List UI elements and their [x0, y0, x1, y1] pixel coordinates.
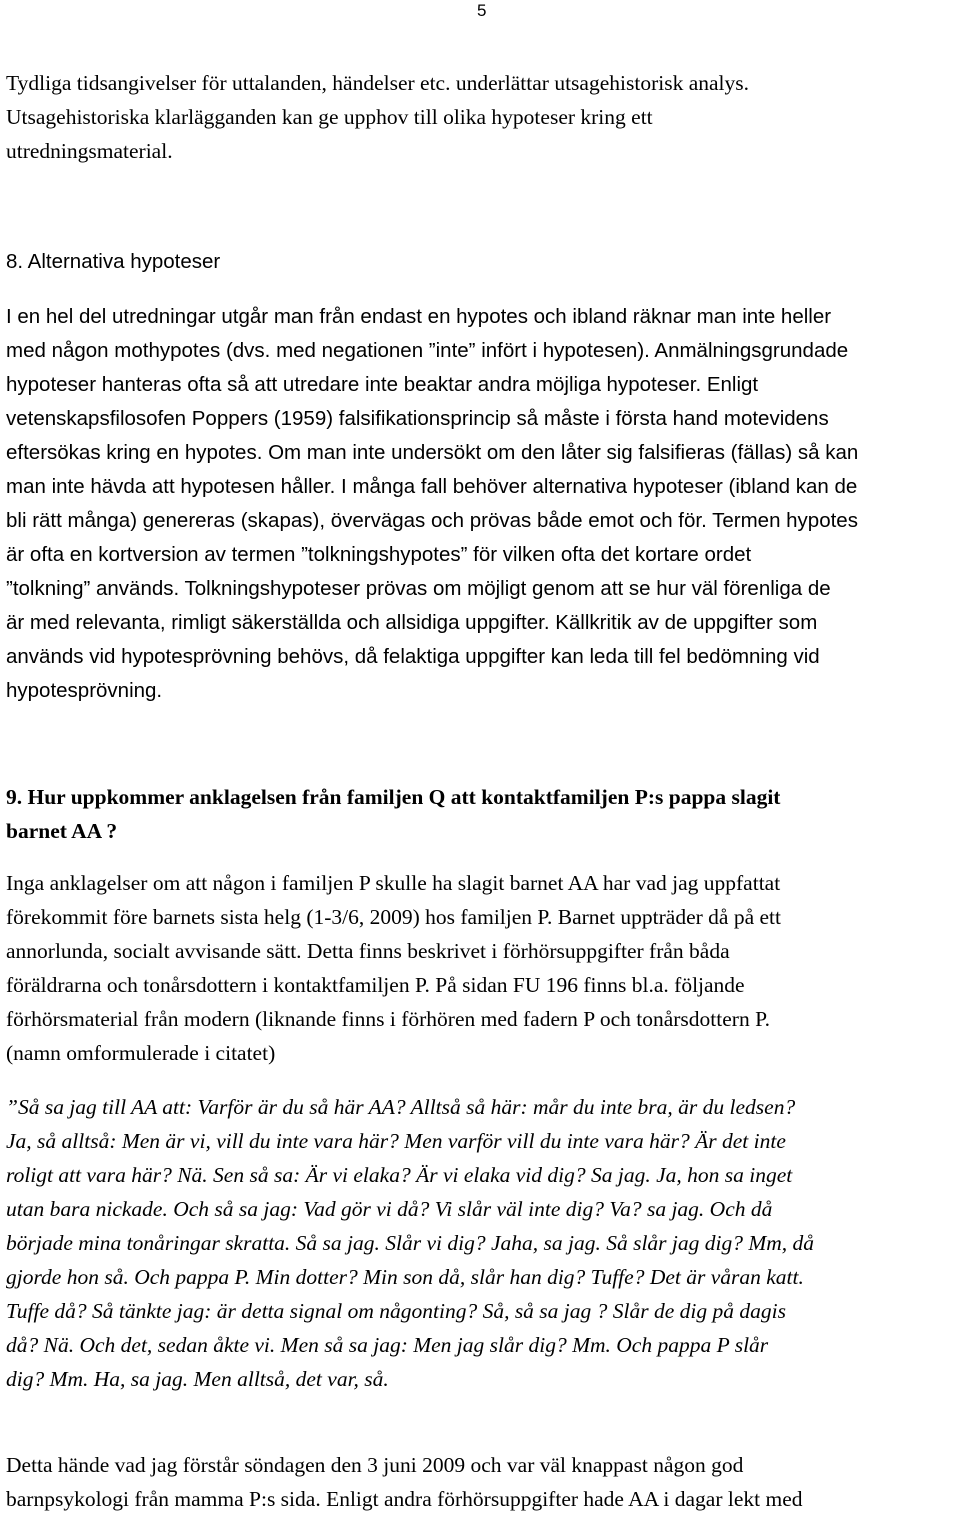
quote-line: Ja, så alltså: Men är vi, vill du inte vara här? Men varför vill du inte vara här? Är det inte: [6, 1129, 786, 1153]
section-heading: 8. Alternativa hypoteser: [6, 250, 221, 273]
text-line: eftersökas kring en hypotes. Om man inte undersökt om den låter sig falsifieras (fällas) så kan: [6, 441, 859, 464]
text-line: utredningsmaterial.: [6, 139, 173, 163]
text-line: vetenskapsfilosofen Poppers (1959) falsifikationsprincip så måste i första hand motevidens: [6, 407, 829, 430]
section-8: [6, 245, 956, 708]
text-line: Utsagehistoriska klarlägganden kan ge upphov till olika hypoteser kring ett: [6, 105, 653, 129]
quote-line: gjorde hon så. Och pappa P. Min dotter? Min son då, slår han dig? Tuffe? Det är våran katt.: [6, 1265, 804, 1289]
text-line: med någon mothypotes (dvs. med negationen ”inte” infört i hypotesen). Anmälningsgrundade: [6, 339, 849, 362]
page-number: 5: [477, 1, 487, 20]
text-line: är med relevanta, rimligt säkerställda och allsidiga uppgifter. Källkritik av de uppgifter som: [6, 611, 818, 634]
quote-line: ”Så sa jag till AA att: Varför är du så här AA? Alltså så här: mår du inte bra, är du ledsen?: [6, 1095, 796, 1119]
quote-line: dig? Mm. Ha, sa jag. Men alltså, det var, så.: [6, 1367, 389, 1391]
text-line: används vid hypotesprövning behövs, då felaktiga uppgifter kan leda till fel bedömning vid: [6, 645, 820, 668]
text-line: förekommit före barnets sista helg (1-3/6, 2009) hos familjen P. Barnet uppträder då på ett: [6, 905, 781, 929]
text-line: bli rätt många) genereras (skapas), övervägas och prövas både emot och för. Termen hypotes: [6, 509, 858, 532]
text-line: annorlunda, socialt avvisande sätt. Detta finns beskrivet i förhörsuppgifter från båda: [6, 939, 730, 963]
text-line: Detta hände vad jag förstår söndagen den 3 juni 2009 och var väl knappast någon god: [6, 1453, 744, 1477]
quote-line: Tuffe då? Så tänkte jag: är detta signal om någonting? Så, så sa jag ? Slår de dig på dagis: [6, 1299, 786, 1323]
quote-block: [6, 1090, 956, 1396]
text-line: man inte hävda att hypotesen håller. I många fall behöver alternativa hypoteser (ibland kan de: [6, 475, 858, 498]
text-line: förhörsmaterial från modern (liknande finns i förhören med fadern P och tonårsdottern P.: [6, 1007, 771, 1031]
quote-line: började mina tonåringar skratta. Så sa jag. Slår vi dig? Jaha, sa jag. Så slår jag dig? Mm, då: [6, 1231, 815, 1255]
quote-line: då? Nä. Och det, sedan åkte vi. Men så sa jag: Men jag slår dig? Mm. Och pappa P slår: [6, 1333, 769, 1357]
text-line: hypoteser hanteras ofta så att utredare inte beaktar andra möjliga hypoteser. Enligt: [6, 373, 759, 396]
text-line: ”tolkning” används. Tolkningshypoteser prövas om möjligt genom att se hur väl förenliga de: [6, 577, 831, 600]
quote-line: utan bara nickade. Och så sa jag: Vad gör vi då? Vi slår väl inte dig? Va? sa jag. Och då: [6, 1197, 773, 1221]
text-line: är ofta en kortversion av termen ”tolkningshypotes” för vilken ofta det kortare ordet: [6, 543, 752, 566]
intro-paragraph: [6, 66, 956, 168]
text-line: (namn omformulerade i citatet): [6, 1041, 276, 1065]
text-line: föräldrarna och tonårsdottern i kontaktfamiljen P. På sidan FU 196 finns bl.a. följande: [6, 973, 745, 997]
text-line: barnpsykologi från mamma P:s sida. Enligt andra förhörsuppgifter hade AA i dagar lekt med: [6, 1487, 803, 1511]
section-heading: 9. Hur uppkommer anklagelsen från familjen Q att kontaktfamiljen P:s pappa slagit: [6, 785, 781, 809]
text-line: Tydliga tidsangivelser för uttalanden, händelser etc. underlättar utsagehistorisk analys.: [6, 71, 749, 95]
text-line: Inga anklagelser om att någon i familjen P skulle ha slagit barnet AA har vad jag uppfattat: [6, 871, 781, 895]
section-9: [6, 780, 956, 1516]
section-heading: barnet AA ?: [6, 819, 118, 843]
text-line: I en hel del utredningar utgår man från endast en hypotes och ibland räknar man inte heller: [6, 305, 832, 328]
text-line: hypotesprövning.: [6, 679, 163, 702]
quote-line: roligt att vara här? Nä. Sen så sa: Är vi elaka? Är vi elaka vid dig? Sa jag. Ja, hon sa inget: [6, 1163, 793, 1187]
